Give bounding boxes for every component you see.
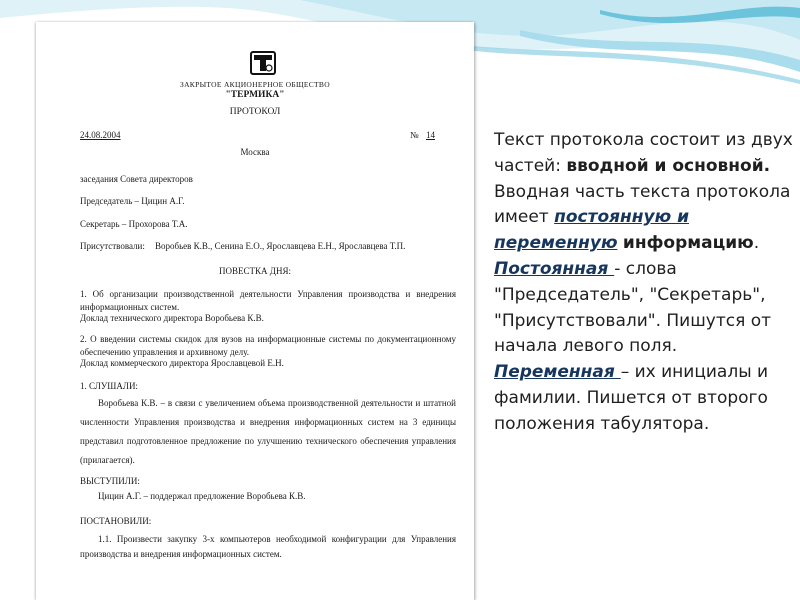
spoke-title: ВЫСТУПИЛИ: — [80, 476, 140, 486]
document-date: 24.08.2004 — [80, 130, 121, 140]
document-number: 14 — [426, 130, 435, 140]
document-title: ПРОТОКОЛ — [229, 107, 281, 117]
heard-text: Воробьева К.В. – в связи с увеличением объема производственной деятельности и штатной численности Управления производства и внедрения информационных систем на 3 единицы представил подготовленное предложение по улучшению технического обеспечения управления (прилагается). — [80, 398, 456, 465]
p4-text: – их инициалы и фамилии. Пишется от второго положения табулятора. — [494, 362, 769, 434]
agenda-title: ПОВЕСТКА ДНЯ: — [219, 266, 291, 276]
p2-emphasis: постоянную и переменную — [494, 207, 689, 254]
decided-title: ПОСТАНОВИЛИ: — [80, 516, 152, 526]
p4-term: Переменная — [494, 362, 621, 383]
meeting-type: заседания Совета директоров — [80, 174, 193, 184]
company-name: "ТЕРМИКА" — [225, 90, 285, 100]
p1-bold: вводной и основной. — [566, 155, 771, 176]
explanation-paragraph-2 — [494, 180, 794, 257]
agenda-item-2-report: Доклад коммерческого директора Ярославцевой Е.Н. — [80, 358, 284, 368]
number-label: № — [410, 130, 419, 140]
termika-logo-icon — [250, 51, 276, 75]
p2-plain: Вводная часть текста протокола имеет — [494, 181, 791, 228]
secretary-line: Секретарь – Прохорова Т.А. — [80, 219, 188, 229]
protocol-document — [36, 22, 474, 600]
p2-bold: информацию — [622, 233, 754, 254]
city: Москва — [240, 147, 270, 157]
explanation-paragraph-1 — [494, 128, 794, 180]
present-label: Присутствовали: — [80, 241, 145, 251]
p1-plain: Текст протокола состоит из двух частей: — [494, 130, 793, 176]
explanation-paragraph-4 — [494, 360, 794, 437]
p3-text: - слова "Председатель", "Секретарь", "Присутствовали". Пишутся от начала левого поля. — [494, 258, 772, 357]
explanation-paragraph-3 — [494, 257, 794, 360]
p3-term: Постоянная — [494, 258, 615, 279]
agenda-item-1-report: Доклад технического директора Воробьева К.В. — [80, 313, 264, 323]
decided-text: 1.1. Произвести закупку 3-х компьютеров необходимой конфигурации для Управления производства и внедрения информационных систем. — [80, 534, 456, 559]
chair-line: Председатель – Цицин А.Г. — [80, 196, 185, 206]
p2-end: . — [753, 233, 760, 254]
present-names: Воробьев К.В., Сенина Е.О., Ярославцева Е.Н., Ярославцева Т.П. — [155, 241, 406, 251]
agenda-item-2: 2. О введении системы скидок для вузов на информационные системы по документационному обеспечению управления и архивному делу. — [80, 334, 456, 357]
explanation-text — [494, 128, 794, 438]
agenda-item-1: 1. Об организации производственной деятельности Управления производства и внедрения информационных систем. — [80, 289, 456, 312]
heard-title: 1. СЛУШАЛИ: — [80, 381, 138, 391]
spoke-text: Цицин А.Г. – поддержал предложение Воробьева К.В. — [98, 491, 306, 501]
company-type: ЗАКРЫТОЕ АКЦИОНЕРНОЕ ОБЩЕСТВО — [180, 80, 330, 89]
